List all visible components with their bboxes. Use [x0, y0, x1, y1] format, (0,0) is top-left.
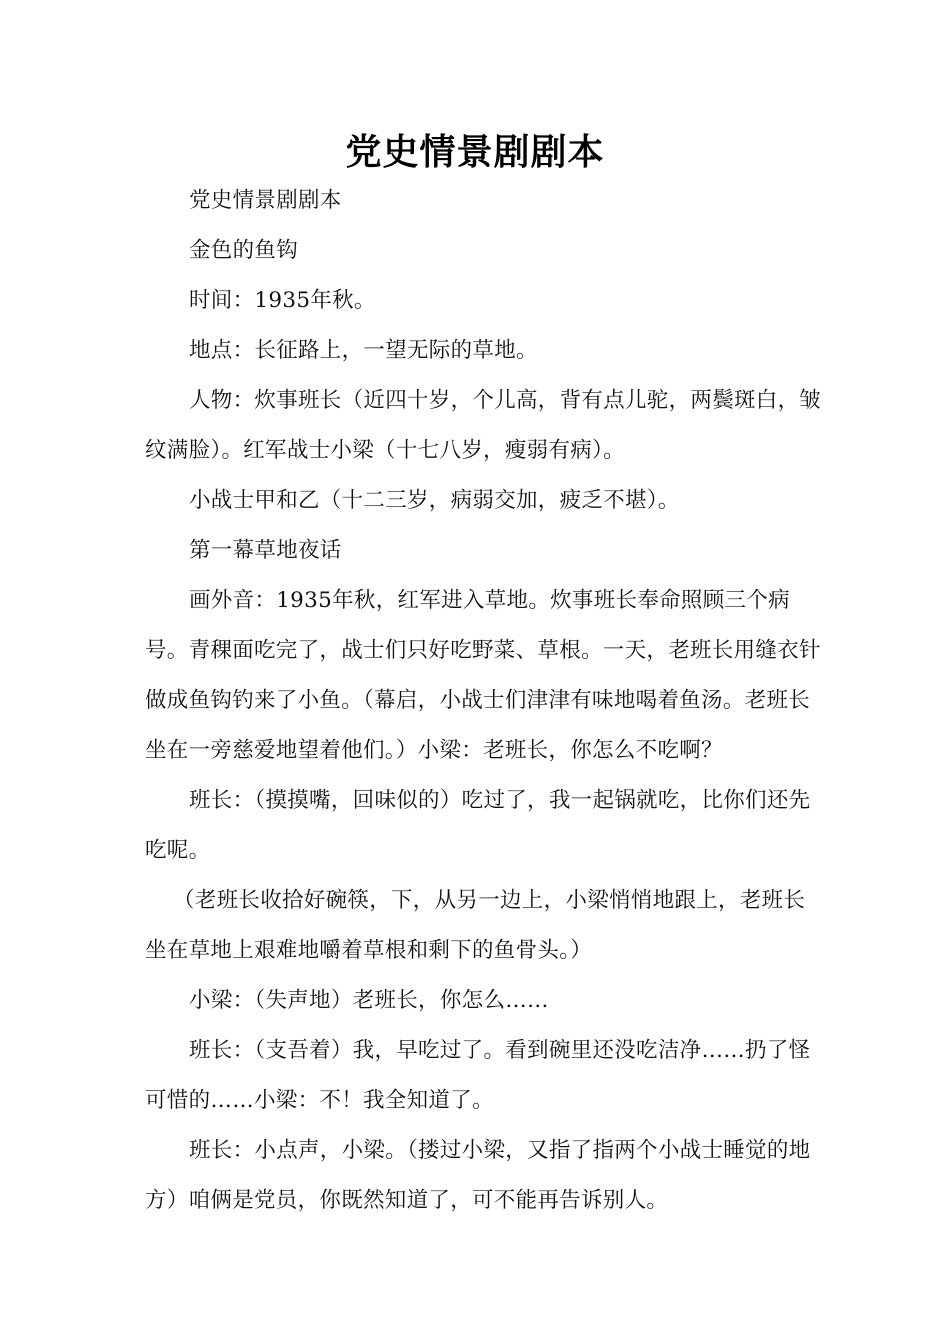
paragraph-dialogue-3: 班长：（支吾着）我，早吃过了。看到碗里还没吃洁净……扔了怪可惜的……小梁：不！我全知道了。: [145, 1038, 811, 1113]
paragraph-act-title: 第一幕草地夜话: [189, 538, 342, 563]
paragraph-characters: 人物：炊事班长（近四十岁，个儿高，背有点儿驼，两鬓斑白，皱纹满脸）。红军战士小梁（十七八岁，瘦弱有病）。: [145, 388, 822, 463]
paragraph-heading: 党史情景剧剧本: [189, 188, 342, 213]
paragraph-dialogue-1: 班长：（摸摸嘴，回味似的）吃过了，我一起锅就吃，比你们还先吃呢。: [145, 788, 811, 863]
paragraph-dialogue-2: 小梁：（失声地）老班长，你怎么……: [189, 988, 549, 1013]
paragraph-characters-extra: 小战士甲和乙（十二三岁，病弱交加，疲乏不堪）。: [189, 488, 680, 513]
paragraph-dialogue-4: 班长：小点声，小梁。（搂过小梁，又指了指两个小战士睡觉的地方）咱俩是党员，你既然知道了，可不能再告诉别人。: [145, 1138, 811, 1213]
page-title: 党史情景剧剧本: [345, 132, 605, 173]
paragraph-time: 时间：1935年秋。: [189, 288, 376, 313]
document-body: [145, 176, 825, 1226]
paragraph-voiceover: 画外音：1935年秋，红军进入草地。炊事班长奉命照顾三个病号。青稞面吃完了，战士们只好吃野菜、草根。一天，老班长用缝衣针做成鱼钩钓来了小鱼。（幕启，小战士们津津有味地喝着鱼汤。老班长坐在一旁慈爱地望着他们。）小梁：老班长，你怎么不吃啊？: [145, 588, 821, 763]
paragraph-place: 地点：长征路上，一望无际的草地。: [189, 338, 538, 363]
paragraph-play-title: 金色的鱼钩: [189, 238, 299, 263]
paragraph-stage-direction: （老班长收拾好碗筷，下，从另一边上，小梁悄悄地跟上，老班长坐在草地上艰难地嚼着草根和剩下的鱼骨头。）: [145, 888, 806, 963]
